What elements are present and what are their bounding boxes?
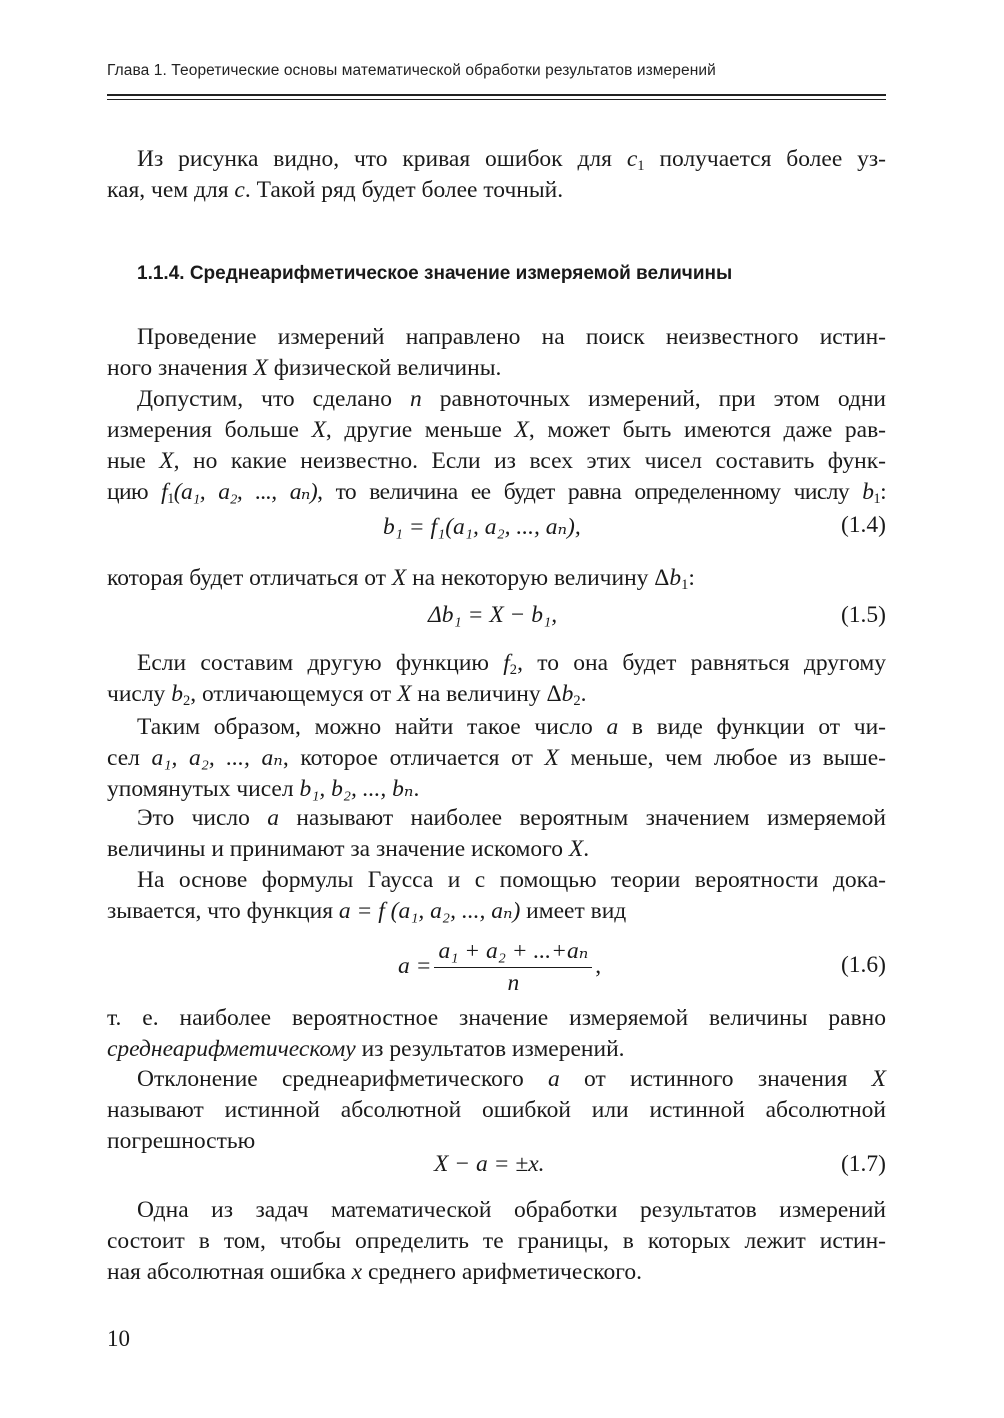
paragraph-3: [107, 563, 886, 594]
text-line: ная абсолютная ошибка x среднего арифметического.: [107, 1259, 642, 1285]
paragraph-6: [107, 803, 886, 865]
text-line: Таким образом, можно найти такое число a в виде функции от чи-: [137, 714, 887, 740]
paragraph-9: [107, 1064, 886, 1157]
text-line: Если составим другую функцию $f_2$, то она будет равняться другому: [137, 650, 886, 678]
text-line: измерения больше X, другие меньше X, может быть имеются даже рав-: [107, 417, 886, 443]
text-line: Проведение измерений направлено на поиск неизвестного истин-: [137, 324, 886, 350]
text-line: ного значения X физической величины.: [107, 355, 502, 381]
text-line: На основе формулы Гаусса и с помощью теории вероятности дока-: [137, 867, 886, 893]
section-title: 1.1.4. Среднеарифметическое значение измеряемой величины: [137, 263, 733, 284]
text-line: погрешностью: [107, 1128, 256, 1154]
equation-1-7: [107, 1151, 886, 1191]
text-line: т. е. наиболее вероятностное значение измеряемой величины равно: [107, 1005, 886, 1031]
equation-number: (1.7): [840, 1151, 886, 1177]
header-rule-thick: [107, 94, 886, 96]
header-rule-thin: [107, 99, 886, 100]
text-line: среднеарифметическому из результатов измерений.: [107, 1036, 625, 1062]
equation-expression: b₁ = f₁(a₁, a₂, ..., aₙ),: [383, 514, 581, 540]
text-line: ные X, но какие неизвестно. Если из всех этих чисел составить функ-: [107, 448, 886, 474]
text-line: упомянутых чисел b₁, b₂, ..., bₙ.: [107, 776, 420, 802]
text-line: Отклонение среднеарифметического a от истинного значения X: [137, 1066, 887, 1092]
running-header: Глава 1. Теоретические основы математической обработки результатов измерений: [107, 62, 716, 79]
fraction: [434, 936, 592, 997]
equation-1-5: [107, 602, 886, 642]
equation-1-4: [107, 512, 886, 552]
fraction-denominator: n: [507, 970, 520, 996]
equation-number: (1.6): [840, 952, 886, 978]
text-line: кая, чем для c. Такой ряд будет более точный.: [107, 177, 564, 203]
fraction-numerator: a₁ + a₂ + ...+aₙ: [434, 936, 592, 968]
text-line: сел a₁, a₂, ..., aₙ, которое отличается от X меньше, чем любое из выше-: [107, 745, 886, 771]
paragraph-4: [107, 648, 886, 710]
equation-1-6: [107, 936, 886, 1000]
equation-expression: X − a = ±x.: [434, 1151, 545, 1177]
paragraph-8: [107, 1003, 886, 1065]
equation-number: (1.4): [840, 512, 886, 538]
paragraph-2: [107, 384, 886, 508]
paragraph-1: [107, 322, 886, 384]
text-line: Из рисунка видно, что кривая ошибок для $c_1$ получается более уз-: [137, 146, 887, 174]
text-line: Одна из задач математической обработки результатов измерений: [137, 1197, 886, 1223]
paragraph-10: [107, 1195, 886, 1288]
text-line: Это число a называют наиболее вероятным значением измеряемой: [137, 805, 886, 831]
text-line: цию $f_1(a_1$, a₂, ..., aₙ), то величина ее будет равна определенному числу $b_1$:: [107, 479, 886, 507]
paragraph-7: [107, 865, 886, 927]
equation-tail: ,: [595, 953, 602, 979]
text-line: состоит в том, чтобы определить те границы, в которых лежит истин-: [107, 1228, 886, 1254]
text-line: числу $b_2$, отличающемуся от X на величину $\Delta b_2$.: [107, 681, 587, 709]
text-line: Допустим, что сделано n равноточных измерений, при этом одни: [137, 386, 886, 412]
text-line: зывается, что функция a = f (a₁, a₂, ..., aₙ) имеет вид: [107, 898, 627, 924]
text-line: называют истинной абсолютной ошибкой или истинной абсолютной: [107, 1097, 886, 1123]
equation-expression: [398, 936, 601, 997]
equation-number: (1.5): [840, 602, 886, 628]
intro-paragraph: [107, 144, 886, 206]
text-line: величины и принимают за значение искомого X.: [107, 836, 590, 862]
paragraph-5: [107, 712, 886, 805]
equation-expression: Δb₁ = X − b₁,: [428, 602, 558, 628]
text-line: которая будет отличаться от X на некоторую величину $\Delta b_1$:: [107, 565, 695, 593]
page-number: 10: [107, 1326, 130, 1351]
equation-lhs: a =: [398, 953, 432, 979]
